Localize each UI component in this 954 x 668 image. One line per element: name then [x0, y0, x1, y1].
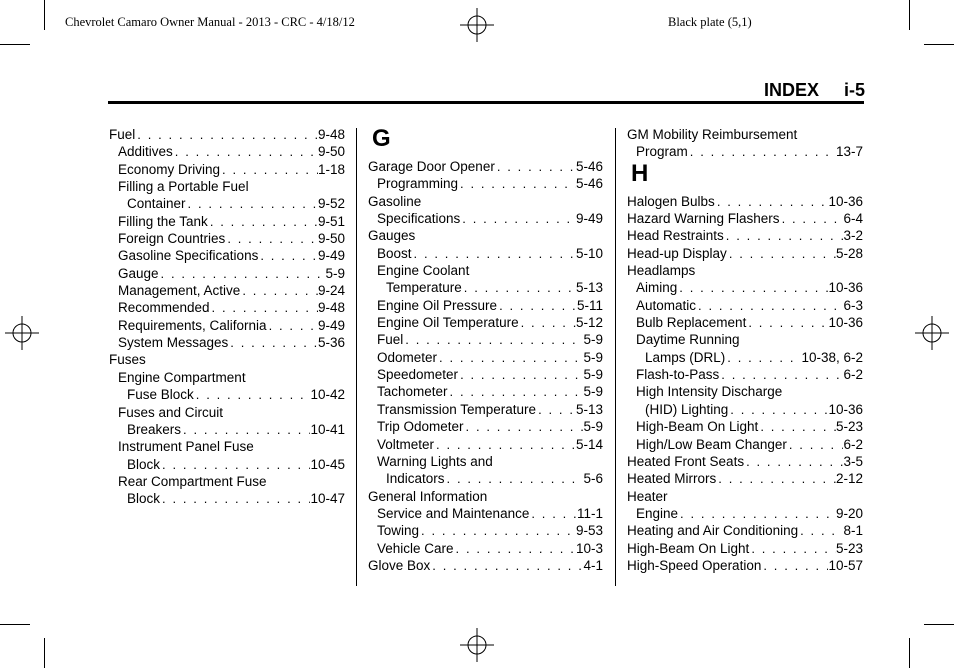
index-entry [627, 262, 863, 279]
index-term: Engine Oil Pressure [377, 297, 498, 313]
index-term: Engine Oil Temperature [377, 315, 519, 331]
page-reference: 5-12 [575, 315, 603, 331]
index-entry [109, 126, 345, 143]
page-reference: 10-47 [310, 491, 345, 507]
dot-leader [678, 505, 836, 522]
page-reference: 5-11 [576, 297, 603, 313]
index-term: Daytime Running [636, 332, 740, 348]
page-reference: 6-4 [843, 211, 863, 227]
dot-leader [462, 279, 576, 296]
page-reference: 11-1 [576, 505, 603, 521]
index-term: Filling the Tank [118, 213, 208, 229]
page-reference: 6-2 [843, 436, 863, 452]
registration-mark-icon [915, 316, 949, 350]
index-term: Economy Driving [118, 161, 221, 177]
index-entry [627, 279, 863, 296]
dot-leader [160, 490, 310, 507]
index-term: Boost [377, 245, 412, 261]
page-reference: 5-13 [575, 401, 603, 417]
page-reference: 5-28 [835, 245, 863, 261]
index-term: High-Beam On Light [627, 540, 750, 556]
index-term: Block [127, 456, 161, 472]
index-entry [627, 383, 863, 400]
dot-leader [228, 334, 318, 351]
index-entry [109, 161, 345, 178]
page-reference: 10-36 [828, 193, 863, 209]
dot-leader [519, 314, 576, 331]
index-term: Container [127, 196, 186, 212]
document-title: Chevrolet Camaro Owner Manual - 2013 - CRC - 4/18/12 [65, 15, 355, 29]
index-entry [109, 143, 345, 160]
index-entry [109, 369, 345, 386]
page-reference: 5-46 [575, 159, 603, 174]
index-entry [368, 279, 603, 296]
crop-mark [924, 44, 954, 45]
index-term: Head Restraints [627, 228, 724, 244]
index-term: Fuses [109, 352, 146, 368]
index-term: System Messages [118, 335, 229, 351]
index-entry [109, 351, 345, 368]
index-term: Bulb Replacement [636, 315, 747, 331]
dot-leader [135, 126, 318, 143]
index-entry [627, 210, 863, 227]
page-reference: 9-50 [317, 144, 345, 160]
index-entry [109, 299, 345, 316]
index-entry [627, 470, 863, 487]
page-reference: 5-9 [583, 384, 603, 400]
index-entry [109, 230, 345, 247]
index-entry [368, 557, 603, 574]
dot-leader [495, 158, 576, 175]
index-entry [109, 438, 345, 455]
index-term: Block [127, 491, 161, 507]
index-entry [368, 540, 603, 557]
page-reference: 5-6 [583, 471, 603, 487]
page-reference: 5-36 [317, 335, 345, 351]
page-reference: 5-13 [575, 280, 603, 296]
index-entry [368, 453, 603, 470]
dot-leader [412, 245, 576, 262]
crop-mark [909, 638, 910, 668]
dot-leader [464, 418, 584, 435]
index-column-2 [368, 126, 603, 574]
index-entry [627, 540, 863, 557]
dot-leader [536, 401, 576, 418]
index-term: Heated Front Seats [627, 453, 745, 469]
index-entry [368, 245, 603, 262]
page-reference: 5-9 [583, 367, 603, 383]
page-reference: 9-49 [575, 211, 603, 227]
index-entry [627, 453, 863, 470]
index-term: Tachometer [377, 384, 448, 400]
index-entry [109, 421, 345, 438]
page-title: INDEX i-5 [763, 80, 865, 100]
index-term: Indicators [386, 471, 445, 487]
index-entry [368, 227, 603, 244]
page-reference: 3-2 [843, 228, 863, 244]
index-entry [109, 386, 345, 403]
index-term: Filling a Portable Fuel [118, 179, 249, 195]
index-entry [368, 383, 603, 400]
dot-leader [719, 366, 843, 383]
index-term: Speedometer [377, 367, 459, 383]
index-term: General Information [368, 488, 488, 504]
index-term: Hazard Warning Flashers [627, 211, 780, 227]
page-reference: 10-3 [575, 540, 603, 556]
page-reference: 10-42 [310, 387, 345, 403]
index-term: Gauge [118, 265, 159, 281]
dot-leader [725, 349, 801, 366]
page-reference: 9-24 [317, 283, 345, 299]
index-term: Rear Compartment Fuse [118, 473, 267, 489]
dot-leader [258, 247, 318, 264]
dot-leader [458, 366, 583, 383]
index-term: Heated Mirrors [627, 471, 717, 487]
index-term: Glove Box [368, 557, 431, 573]
dot-leader [758, 418, 836, 435]
index-entry [368, 314, 603, 331]
page-reference: 13-7 [835, 144, 863, 160]
index-entry [368, 349, 603, 366]
index-term: Requirements, California [118, 317, 267, 333]
index-entry [368, 366, 603, 383]
crop-mark [0, 44, 30, 45]
index-entry [627, 505, 863, 522]
index-term: Lamps (DRL) [645, 349, 726, 365]
index-entry [368, 436, 603, 453]
index-entry [368, 505, 603, 522]
page-reference: 10-41 [310, 421, 345, 437]
dot-leader [240, 282, 318, 299]
plate-label: Black plate (5,1) [668, 15, 752, 29]
index-entry [627, 436, 863, 453]
registration-mark-icon [5, 316, 39, 350]
dot-leader [403, 331, 583, 348]
dot-leader [194, 386, 311, 403]
index-term: Fuel [109, 127, 136, 142]
dot-leader [448, 383, 584, 400]
page-reference: 5-10 [575, 245, 603, 261]
index-term: Recommended [118, 300, 210, 316]
index-entry [627, 245, 863, 262]
registration-mark-icon [460, 628, 494, 662]
index-entry [368, 401, 603, 418]
index-entry [627, 126, 863, 143]
index-term: Service and Maintenance [377, 505, 530, 521]
index-term: Engine Coolant [377, 263, 470, 279]
dot-leader [749, 540, 836, 557]
crop-mark [909, 0, 910, 30]
index-entry [368, 175, 603, 192]
index-term: Garage Door Opener [368, 159, 495, 174]
index-term: Odometer [377, 349, 438, 365]
dot-leader [225, 230, 318, 247]
index-entry [109, 473, 345, 490]
index-entry [368, 262, 603, 279]
index-entry [109, 334, 345, 351]
page-reference: 9-52 [317, 196, 345, 212]
page-reference: 2-12 [835, 471, 863, 487]
crop-mark [924, 624, 954, 625]
page-reference: 4-1 [583, 557, 603, 573]
page-reference: 9-48 [317, 127, 345, 142]
page-reference: 10-36 [828, 315, 863, 331]
index-entry [109, 195, 345, 212]
index-term: Management, Active [118, 283, 241, 299]
index-term: Temperature [386, 280, 462, 296]
index-term: Automatic [636, 297, 697, 313]
dot-leader [430, 557, 583, 574]
index-entry [627, 401, 863, 418]
dot-leader [787, 436, 844, 453]
page-reference: 9-49 [317, 317, 345, 333]
index-term: Fuses and Circuit [118, 404, 224, 420]
index-entry [109, 490, 345, 507]
index-term: Program [636, 144, 688, 160]
index-term: Additives [118, 144, 173, 160]
index-term: Specifications [377, 211, 461, 227]
dot-leader [181, 421, 310, 438]
registration-mark-icon [460, 8, 494, 42]
index-entry [627, 331, 863, 348]
index-term: Engine Compartment [118, 369, 246, 385]
index-term: Instrument Panel Fuse [118, 439, 254, 455]
index-entry [627, 418, 863, 435]
dot-leader [186, 195, 318, 212]
crop-mark [44, 0, 45, 30]
index-entry [627, 488, 863, 505]
index-entry [627, 143, 863, 160]
index-entry [368, 418, 603, 435]
dot-leader [798, 522, 843, 539]
page-reference: 9-20 [835, 505, 863, 521]
page-reference: 10-38, 6-2 [801, 349, 863, 365]
index-entry [368, 210, 603, 227]
page-reference: 5-46 [575, 176, 603, 192]
index-entry [109, 282, 345, 299]
dot-leader [696, 297, 843, 314]
page-reference: 10-36 [828, 280, 863, 296]
page-reference: 10-36 [828, 401, 863, 417]
dot-leader [210, 299, 318, 316]
index-entry [368, 158, 603, 175]
dot-leader [434, 436, 576, 453]
index-term: Halogen Bulbs [627, 193, 715, 209]
dot-leader [715, 193, 829, 210]
page-reference: 9-51 [317, 213, 345, 229]
section-letter: G [372, 125, 391, 152]
index-entry [109, 317, 345, 334]
index-term: Aiming [636, 280, 678, 296]
index-term: (HID) Lighting [645, 401, 729, 417]
index-entry [368, 331, 603, 348]
index-term: Heater [627, 488, 668, 504]
dot-leader [728, 401, 828, 418]
dot-leader [458, 175, 576, 192]
dot-leader [746, 314, 828, 331]
index-term: High-Speed Operation [627, 557, 762, 573]
dot-leader [724, 227, 844, 244]
index-term: Programming [377, 176, 459, 192]
column-divider [356, 128, 357, 586]
index-term: High/Low Beam Changer [636, 436, 787, 452]
index-term: Gauges [368, 228, 416, 244]
index-term: Foreign Countries [118, 231, 226, 247]
index-entry [627, 349, 863, 366]
dot-leader [761, 557, 828, 574]
column-divider [615, 128, 616, 586]
index-term: Gasoline Specifications [118, 248, 259, 264]
page-reference: 9-53 [575, 523, 603, 539]
index-entry [109, 247, 345, 264]
page-reference: 6-3 [843, 297, 863, 313]
page-reference: 9-50 [317, 231, 345, 247]
index-entry [109, 213, 345, 230]
page-reference: 9-48 [317, 300, 345, 316]
dot-leader [160, 456, 310, 473]
index-term: Head-up Display [627, 245, 727, 261]
page-reference: 5-9 [325, 265, 345, 281]
index-entry [109, 456, 345, 473]
index-entry [627, 314, 863, 331]
index-entry [368, 470, 603, 487]
index-term: High Intensity Discharge [636, 384, 783, 400]
page-reference: 5-23 [835, 540, 863, 556]
dot-leader [208, 213, 318, 230]
index-entry [627, 297, 863, 314]
dot-leader [159, 265, 326, 282]
index-entry [109, 404, 345, 421]
section-letter: H [631, 159, 649, 187]
dot-leader [437, 349, 583, 366]
page-reference: 9-49 [317, 248, 345, 264]
index-term: Warning Lights and [377, 453, 493, 469]
dot-leader [445, 470, 584, 487]
dot-leader [716, 470, 836, 487]
index-term: Towing [377, 523, 420, 539]
index-term: Trip Odometer [377, 419, 464, 435]
index-entry [627, 522, 863, 539]
page-reference: 10-45 [310, 456, 345, 472]
index-term: Vehicle Care [377, 540, 454, 556]
dot-leader [744, 453, 843, 470]
page-reference: 5-9 [583, 332, 603, 348]
dot-leader [529, 505, 577, 522]
index-term: Breakers [127, 421, 182, 437]
index-term: Heating and Air Conditioning [627, 523, 799, 539]
dot-leader [267, 317, 318, 334]
page-reference: 5-9 [583, 419, 603, 435]
index-term: GM Mobility Reimbursement [627, 127, 798, 142]
crop-mark [44, 638, 45, 668]
index-entry [109, 178, 345, 195]
dot-leader [173, 143, 318, 160]
dot-leader [460, 210, 576, 227]
index-entry [368, 297, 603, 314]
dot-leader [497, 297, 577, 314]
index-term: Transmission Temperature [377, 401, 537, 417]
index-entry [368, 193, 603, 210]
page-reference: 6-2 [843, 367, 863, 383]
dot-leader [677, 279, 828, 296]
page-reference: 3-5 [843, 453, 863, 469]
page-reference: 8-1 [843, 523, 863, 539]
index-term: Headlamps [627, 263, 696, 279]
index-term: Flash-to-Pass [636, 367, 720, 383]
index-entry [627, 366, 863, 383]
index-entry [627, 227, 863, 244]
page-reference: 5-9 [583, 349, 603, 365]
dot-leader [220, 161, 318, 178]
page-reference: 10-57 [828, 557, 863, 573]
index-term: Fuel [377, 332, 404, 348]
index-entry [627, 557, 863, 574]
index-term: Fuse Block [127, 387, 194, 403]
dot-leader [454, 540, 576, 557]
index-column-1 [109, 126, 345, 508]
index-entry [368, 522, 603, 539]
index-term: Gasoline [368, 193, 422, 209]
index-entry [627, 193, 863, 210]
dot-leader [688, 143, 836, 160]
index-entry [368, 488, 603, 505]
page-reference: 1-18 [317, 161, 345, 177]
index-column-3 [627, 126, 863, 574]
index-term: High-Beam On Light [636, 419, 759, 435]
dot-leader [419, 522, 576, 539]
dot-leader [780, 210, 844, 227]
header-rule [108, 101, 864, 104]
page-reference: 5-14 [575, 436, 603, 452]
index-term: Voltmeter [377, 436, 435, 452]
index-term: Engine [636, 505, 679, 521]
crop-mark [0, 624, 30, 625]
index-entry [109, 265, 345, 282]
dot-leader [727, 245, 836, 262]
page-reference: 5-23 [835, 419, 863, 435]
